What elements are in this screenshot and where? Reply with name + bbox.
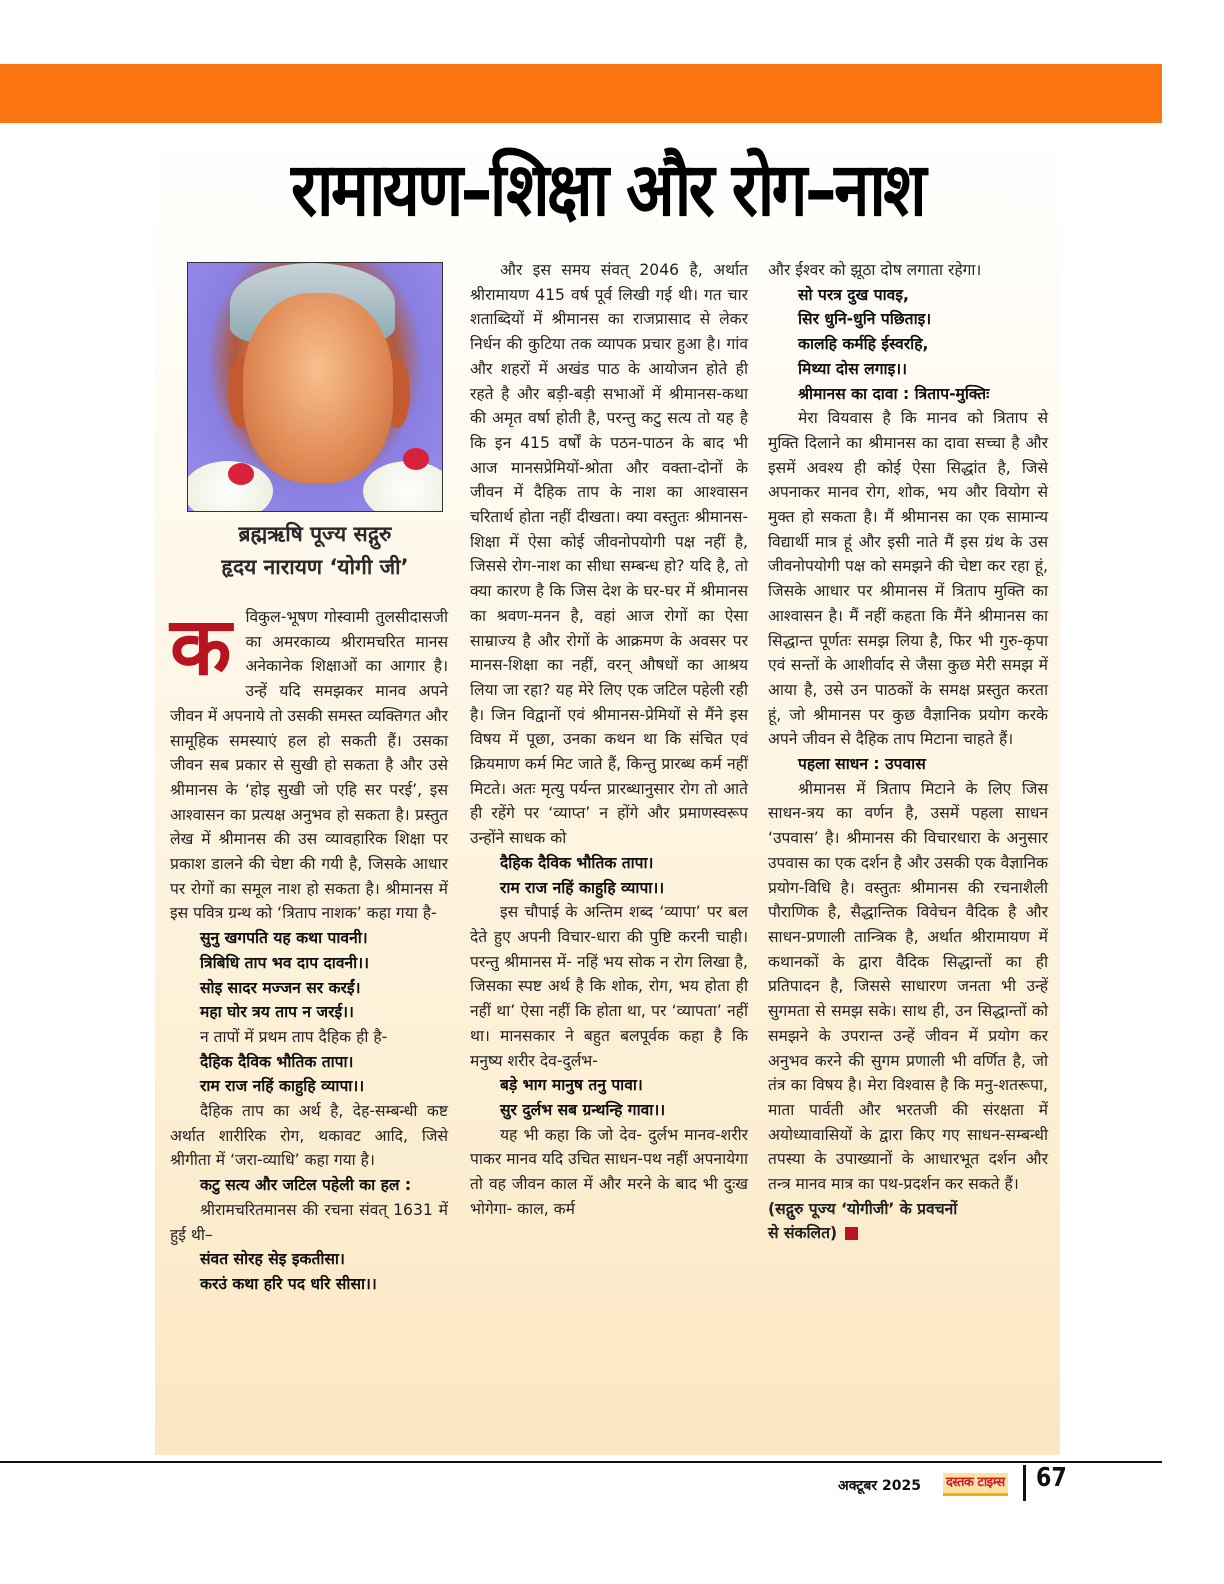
paragraph: श्रीमानस में त्रिताप मिटाने के लिए जिस साधन-त्रय का वर्णन है, उसमें पहला साधन ‘उपवास’ है। श्रीमानस की विचारधारा के अनुसार उपवास का एक दर्शन है और उसकी एक वैज्ञानिक प्रयोग-विधि है। वस्तुतः श्रीमानस की रचनाशैली पौराणिक है, सैद्धान्तिक विवेचन वैदिक है और साधन-प्रणाली तान्त्रिक है, अर्थात श्रीरामायण में कथानकों के द्वारा वैदिक सिद्धान्तों का ही प्रतिपादन है, जिससे साधारण जनता भी उन्हें सुगमता से समझ सके। साथ ही, उन सिद्धान्तों को समझने के उपरान्त उन्हें जीवन में प्रयोग कर अनुभव करने की सुगम प्रणाली भी वर्णित है, जो तंत्र का विषय है। मेरा विश्वास है कि मनु-शतरूपा, माता पार्वती और भरतजी की संरक्षता में अयोध्यावासियों के द्वारा किए गए साधन-सम्बन्धी तपस्या के उपाख्यानों के आधारभूत दर्शन और तन्त्र मानव मात्र का पथ-प्रदर्शन कर सकते हैं। — [768, 779, 1048, 1194]
verse-line: बड़े भाग मानुष तनु पावा। — [500, 1076, 643, 1095]
verse-line: सो परत्र दुख पावइ, — [798, 285, 909, 304]
verse-line: संवत सोरह सेइ इकतीसा। — [200, 1250, 345, 1269]
verse-line: राम राज नहिं काहुहि व्यापा।। — [500, 878, 665, 897]
caption-line-2: हृदय नारायण ‘योगी जी’ — [221, 555, 409, 579]
paragraph: विकुल-भूषण गोस्वामी तुलसीदासजी का अमरकाव्य श्रीरामचरित मानस अनेकानेक शिक्षाओं का आगार है। उन्हें यदि समझकर मानव अपने जीवन में अपनाये तो उसकी समस्त व्यक्तिगत और सामूहिक समस्याएं हल हो सकती हैं। उसका जीवन सब प्रकार से सुखी हो सकता है और उसे श्रीमानस के ‘होइ सुखी जो एहि सर परई’, इस आश्वासन का प्रत्यक्ष अनुभव हो सकता है। प्रस्तुत लेख में श्रीमानस की उस व्यावहारिक शिक्षा पर प्रकाश डालने की चेष्टा की गयी है, जिसके आधार पर रोगों का समूल नाश हो सकता है। श्रीमानस में इस पवित्र ग्रन्थ को ‘त्रिताप नाशक’ कहा गया है- — [170, 608, 448, 923]
top-color-band — [0, 64, 1162, 123]
paragraph: दैहिक ताप का अर्थ है, देह-सम्बन्धी कष्ट अर्थात शारीरिक रोग, थकावट आदि, जिसे श्रीगीता में ‘जरा-व्याधि’ कहा गया है। — [170, 1102, 448, 1170]
verse — [170, 926, 448, 1025]
portrait-flower — [403, 448, 429, 470]
paragraph: और इस समय संवत् 2046 है, अर्थात श्रीरामायण 415 वर्ष पूर्व लिखी गई थी। गत चार शताब्दियों में श्रीमानस का राजप्रासाद से लेकर निर्धन की कुटिया तक व्यापक प्रचार हुआ है। गांव और शहरों में अखंड पाठ के आयोजन होते ही रहते है और बड़ी-बड़ी सभाओं में श्रीमानस-कथा की अमृत वर्षा होती है, परन्तु कटु सत्य तो यह है कि इन 415 वर्षों के पठन-पाठन के बाद भी आज मानसप्रेमियों-श्रोता और वक्ता-दोनों के जीवन में दैहिक ताप के नाश का आश्वासन चरितार्थ होता नहीं दीखता। क्या वस्तुतः श्रीमानस-शिक्षा में ऐसा कोई जीवनोपयोगी पक्ष नहीं है, जिससे रोग-नाश का सीधा सम्बन्ध हो? यदि है, तो क्या कारण है कि जिस देश के घर-घर में श्रीमानस का श्रवण-मनन है, वहां आज रोगों का ऐसा साम्राज्य है और रोगों के आक्रमण के अवसर पर मानस-शिक्षा का नहीं, वरन् औषधों का आश्रय लिया जा रहा? यह मेरे लिए एक जटिल पहेली रही है। जिन विद्वानों एवं श्रीमानस-प्रेमियों से मैंने इस विषय में पूछा, उनका कथन था कि संचित एवं क्रियमाण कर्म मिट जाते हैं, किन्तु प्रारब्ध कर्म नहीं मिटते। अतः मृत्यु पर्यन्त प्रारब्धानुसार रोग तो आते ही रहेंगे पर ‘व्याप्त’ न होंगे और प्रमाणस्वरूप उन्होंने साधक को — [470, 261, 748, 848]
footer-divider — [0, 1461, 1162, 1463]
verse-line: महा घोर त्रय ताप न जरई।। — [200, 1003, 354, 1022]
verse — [470, 1073, 748, 1122]
drop-cap: क — [170, 600, 232, 693]
paragraph: मेरा वियवास है कि मानव को त्रिताप से मुक्ति दिलाने का श्रीमानस का दावा सच्चा है और इसमें अवश्य ही कोई ऐसा सिद्धांत है, जिसे अपनाकर मानव रोग, शोक, भय और वियोग से मुक्त हो सकता है। मैं श्रीमानस का एक सामान्य विद्यार्थी मात्र हूं और इसी नाते मैं इस ग्रंथ के उस जीवनोपयोगी पक्ष को समझने की चेष्टा कर रहा हूं, जिसके आधार पर श्रीमानस में त्रिताप मुक्ति का आश्वासन है। मैं नहीं कहता कि मैंने श्रीमानस का सिद्धान्त पूर्णतः समझ लिया है, फिर भी गुरु-कृपा एवं सन्तों के आशीर्वाद से जैसा कुछ मेरी समझ में आया है, उसे उन पाठकों के समक्ष प्रस्तुत करता हूं, जो श्रीमानस पर कुछ वैज्ञानिक प्रयोग करके अपने जीवन से दैहिक ताप मिटाना चाहते हैं। — [768, 409, 1048, 749]
signoff-line-2 — [768, 1221, 1048, 1246]
verse-line: दैहिक दैविक भौतिक तापा। — [200, 1052, 354, 1071]
paragraph: यह भी कहा कि जो देव- दुर्लभ मानव-शरीर पाकर मानव यदि उचित साधन-पथ नहीं अपनायेगा तो वह जीवन काल में और मरने के बाद भी दुःख भोगेगा- काल, कर्म — [470, 1125, 748, 1218]
verse-line: सुर दुर्लभ सब ग्रन्थन्हि गावा।। — [500, 1100, 666, 1119]
footer-date: अक्टूबर 2025 — [838, 1478, 921, 1494]
portrait-flower — [228, 463, 254, 485]
page-number: 67 — [1036, 1463, 1067, 1493]
verse — [170, 1050, 448, 1099]
verse — [470, 851, 748, 900]
verse — [768, 283, 1048, 382]
portrait-garland-right — [363, 461, 443, 512]
publication-logo: दस्तक टाइम्स — [943, 1473, 1008, 1496]
paragraph: न तापों में प्रथम ताप दैहिक ही है- — [200, 1027, 388, 1046]
signoff-text: से संकलित) — [768, 1224, 838, 1243]
paragraph: और ईश्वर को झूठा दोष लगाता रहेगा। — [768, 261, 982, 279]
verse-line: करउं कथा हरि पद धरि सीसा।। — [200, 1274, 377, 1293]
caption-line-1: ब्रह्मऋषि पूज्य सद्गुरु — [238, 522, 392, 546]
column-1 — [170, 600, 448, 1297]
verse-line: दैहिक दैविक भौतिक तापा। — [500, 853, 654, 872]
verse — [170, 1247, 448, 1296]
photo-caption — [170, 518, 460, 584]
page-title: रामायण–शिक्षा और रोग–नाश — [290, 147, 925, 233]
section-heading: श्रीमानस का दावा : त्रिताप-मुक्तिः — [798, 384, 990, 403]
portrait-face — [243, 293, 393, 483]
column-3 — [768, 258, 1048, 1246]
portrait-photo — [187, 262, 443, 512]
verse-line: त्रिबिधि ताप भव दाप दावनी।। — [200, 953, 370, 972]
verse-line: कालहि कर्महि ईस्वरहि, — [798, 335, 929, 354]
paragraph: श्रीरामचरितमानस की रचना संवत् 1631 में हुई थी– — [170, 1200, 448, 1244]
verse-line: सोइ सादर मज्जन सर करईं। — [200, 978, 361, 997]
footer-separator — [1023, 1465, 1026, 1501]
verse-line: सिर धुनि-धुनि पछिताइ। — [798, 310, 932, 329]
verse-line: मिथ्या दोस लगाइ।। — [798, 359, 908, 378]
verse-line: राम राज नहिं काहुहि व्यापा।। — [200, 1077, 365, 1096]
column-2 — [470, 258, 748, 1221]
verse-line: सुनु खगपति यह कथा पावनी। — [200, 929, 368, 948]
end-mark-icon — [845, 1227, 858, 1240]
section-heading: कटु सत्य और जटिल पहेली का हल : — [200, 1176, 412, 1195]
paragraph: इस चौपाई के अन्तिम शब्द ‘व्यापा’ पर बल देते हुए अपनी विचार-धारा की पुष्टि करनी चाही। परन्तु श्रीमानस में- नहिं भय सोक न रोग लिखा है, जिसका स्पष्ट अर्थ है कि शोक, रोग, भय होता ही नहीं था’ ऐसा नहीं कि होता था, पर ‘व्यापता’ नहीं था। मानसकार ने बहुत बलपूर्वक कहा है कि मनुष्य शरीर देव-दुर्लभ- — [470, 903, 748, 1070]
section-heading: पहला साधन : उपवास — [798, 755, 926, 774]
signoff-line-1: (सद्गुरु पूज्य ‘योगीजी’ के प्रवचनों — [768, 1199, 958, 1218]
